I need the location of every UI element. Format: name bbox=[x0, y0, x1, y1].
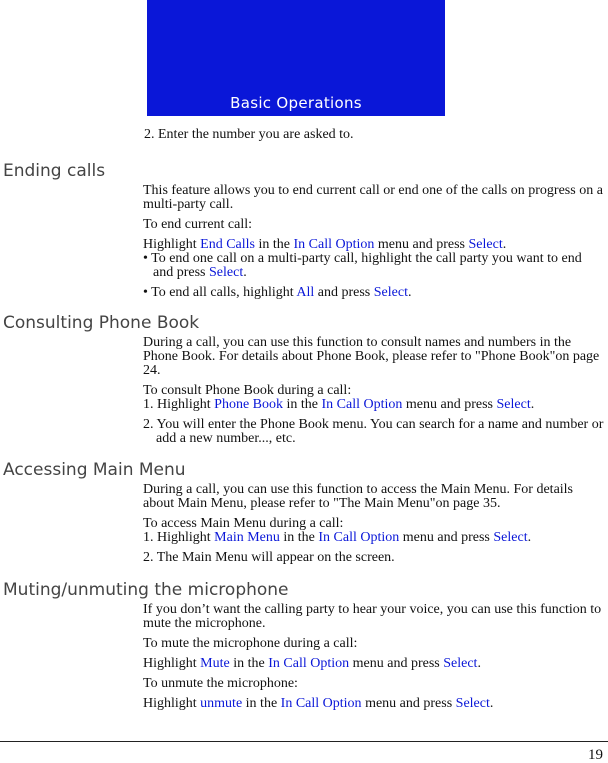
highlight-term: Select bbox=[496, 397, 531, 412]
description: If you don’t want the calling party to hear your voice, you can use this function to mute the microphone. bbox=[143, 602, 602, 631]
highlight-term: Select bbox=[209, 265, 244, 280]
highlight-term: Select bbox=[455, 696, 490, 711]
highlight-term: In Call Option bbox=[268, 656, 350, 671]
highlight-term: In Call Option bbox=[321, 397, 403, 412]
section-muting-microphone bbox=[0, 580, 608, 717]
highlight-term: Select bbox=[468, 237, 503, 252]
numbered-step: 1. Highlight Phone Book in the In Call Option menu and press Select. bbox=[143, 397, 535, 412]
highlight-term: End Calls bbox=[200, 237, 256, 252]
chapter-title: Basic Operations bbox=[230, 94, 362, 112]
bullet-item: • To end one call on a multi-party call, highlight the call party you want to end and press Select. bbox=[143, 251, 582, 280]
highlight-term: In Call Option bbox=[280, 696, 362, 711]
bullet-item: • To end all calls, highlight All and press Select. bbox=[143, 285, 412, 300]
instruction-intro: To mute the microphone during a call: bbox=[143, 636, 358, 651]
description: This feature allows you to end current call or end one of the calls on progress on a multi-party call. bbox=[143, 183, 603, 212]
highlight-term: Select bbox=[443, 656, 478, 671]
instruction-step: Highlight Mute in the In Call Option menu and press Select. bbox=[143, 656, 481, 671]
section-heading: Ending calls bbox=[3, 161, 106, 181]
highlight-term: In Call Option bbox=[318, 530, 400, 545]
instruction-intro: To consult Phone Book during a call: bbox=[143, 383, 352, 398]
section-body bbox=[143, 336, 605, 446]
numbered-step: 1. Highlight Main Menu in the In Call Option menu and press Select. bbox=[143, 530, 532, 545]
section-heading: Consulting Phone Book bbox=[3, 313, 200, 333]
section-body bbox=[143, 184, 605, 300]
highlight-term: All bbox=[296, 285, 315, 300]
instruction-intro: To end current call: bbox=[143, 217, 253, 232]
description: During a call, you can use this function to consult names and numbers in the Phone Book. For details about Phone Book, please refer to "Phone Book"on page 24. bbox=[143, 335, 600, 378]
section-consulting-phone-book bbox=[0, 313, 608, 452]
highlight-term: Phone Book bbox=[214, 397, 284, 412]
header-band bbox=[147, 0, 445, 116]
numbered-step: 2. You will enter the Phone Book menu. You can search for a name and number or add a new number..., etc. bbox=[143, 417, 604, 446]
footer-divider bbox=[0, 741, 608, 742]
page-number: 19 bbox=[588, 747, 603, 763]
instruction-intro: To unmute the microphone: bbox=[143, 676, 298, 691]
section-body bbox=[143, 483, 605, 565]
instruction-step: Highlight End Calls in the In Call Option menu and press Select. bbox=[143, 237, 507, 252]
section-heading: Accessing Main Menu bbox=[3, 460, 186, 480]
intro-step: 2. Enter the number you are asked to. bbox=[144, 127, 354, 142]
instruction-step: Highlight unmute in the In Call Option menu and press Select. bbox=[143, 696, 494, 711]
highlight-term: In Call Option bbox=[293, 237, 375, 252]
section-heading: Muting/unmuting the microphone bbox=[3, 580, 289, 600]
instruction-intro: To access Main Menu during a call: bbox=[143, 516, 344, 531]
section-ending-calls bbox=[0, 161, 608, 306]
highlight-term: Mute bbox=[200, 656, 230, 671]
section-accessing-main-menu bbox=[0, 460, 608, 571]
section-body bbox=[143, 603, 605, 711]
highlight-term: Select bbox=[373, 285, 408, 300]
highlight-term: Select bbox=[493, 530, 528, 545]
highlight-term: unmute bbox=[200, 696, 243, 711]
description: During a call, you can use this function to access the Main Menu. For details about Main Menu, please refer to "The Main Menu"on page 35. bbox=[143, 482, 574, 511]
highlight-term: Main Menu bbox=[214, 530, 280, 545]
numbered-step: 2. The Main Menu will appear on the screen. bbox=[143, 550, 395, 565]
